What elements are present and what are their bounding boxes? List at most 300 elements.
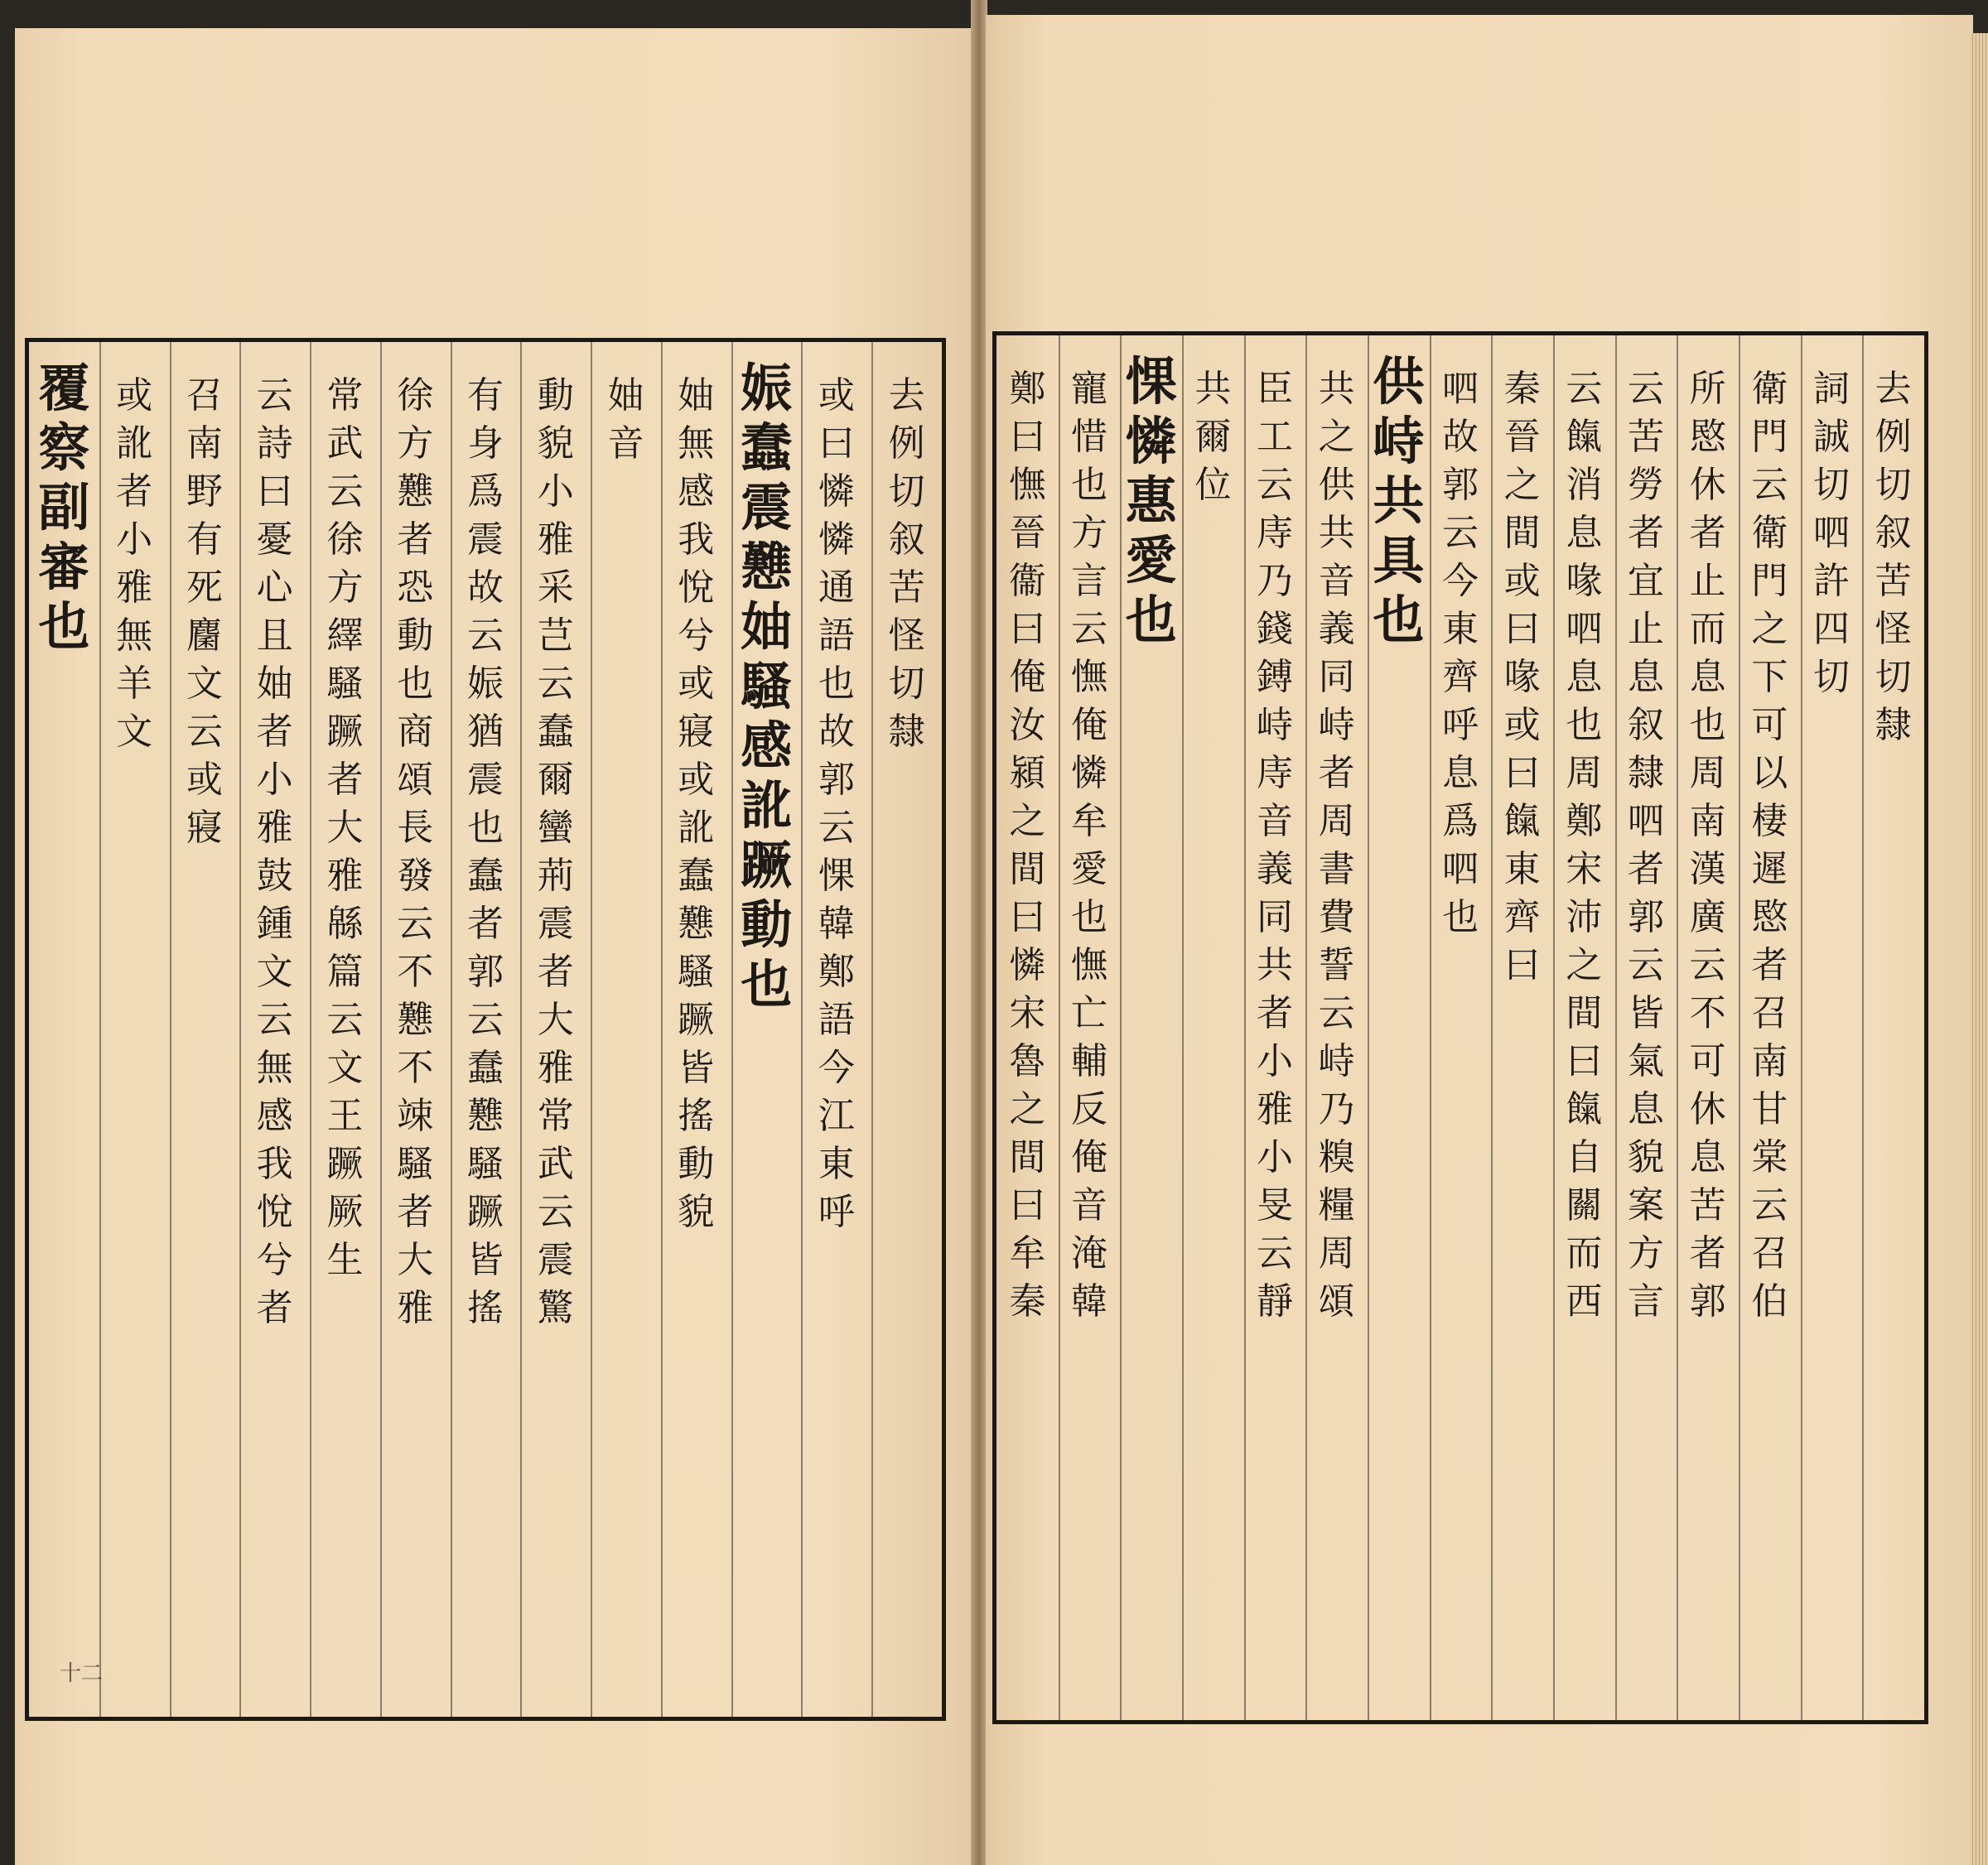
glyph: 氣 — [1627, 1040, 1664, 1082]
glyph: 我 — [678, 518, 715, 561]
left-page-column — [731, 342, 802, 1733]
glyph: 云 — [1318, 992, 1355, 1034]
glyph: 喙 — [1566, 560, 1603, 602]
glyph: 騷 — [397, 1143, 434, 1185]
glyph: 或 — [678, 759, 715, 801]
column-rule — [1368, 335, 1369, 1720]
glyph: 切 — [888, 470, 925, 513]
glyph: 動 — [741, 894, 793, 955]
glyph: 方 — [326, 566, 364, 609]
glyph: 曰 — [1009, 1184, 1046, 1226]
glyph: 者 — [1689, 1232, 1726, 1275]
glyph: 恐 — [397, 566, 434, 609]
glyph: 也 — [1070, 464, 1107, 506]
glyph: 惈 — [818, 855, 855, 897]
glyph: 云 — [537, 1191, 574, 1233]
glyph: 靜 — [1256, 1280, 1293, 1323]
glyph: 大 — [397, 1239, 434, 1281]
glyph: 故 — [818, 711, 855, 753]
glyph: 韓 — [818, 903, 855, 945]
glyph: 戁 — [397, 999, 434, 1041]
glyph: 者 — [326, 759, 364, 801]
glyph: 間 — [1009, 1136, 1046, 1178]
glyph: 騷 — [466, 1143, 504, 1185]
glyph: 衛 — [1751, 512, 1788, 554]
glyph: 云 — [1256, 464, 1293, 506]
glyph: 也 — [1373, 590, 1425, 650]
glyph: 頌 — [397, 759, 434, 801]
glyph: 魯 — [1009, 1040, 1046, 1082]
glyph: 自 — [1566, 1136, 1603, 1178]
glyph: 例 — [1875, 416, 1912, 458]
glyph: 蹶 — [466, 1191, 504, 1233]
glyph: 音 — [1256, 800, 1293, 842]
glyph: 餼 — [1566, 1088, 1603, 1130]
glyph: 潁 — [1009, 752, 1046, 794]
glyph: 徐 — [326, 518, 364, 561]
glyph: 切 — [888, 663, 925, 705]
column-rule — [1862, 335, 1864, 1720]
glyph: 兮 — [678, 614, 715, 657]
glyph: 云 — [537, 663, 574, 705]
right-page-column — [1368, 335, 1430, 1737]
glyph: 云 — [1751, 464, 1788, 506]
glyph: 者 — [1751, 944, 1788, 986]
right-page-column — [1430, 335, 1492, 1750]
glyph: 沛 — [1566, 896, 1603, 938]
glyph: 副 — [38, 477, 90, 537]
glyph: 戁 — [466, 1095, 504, 1137]
glyph: 之 — [1566, 944, 1603, 986]
glyph: 愛 — [1125, 530, 1177, 590]
glyph: 之 — [1009, 1088, 1046, 1130]
left-text-frame — [25, 338, 946, 1721]
glyph: 不 — [397, 1047, 434, 1089]
right-page-column — [1305, 335, 1368, 1750]
glyph: 庤 — [1256, 752, 1293, 794]
glyph: 憮 — [1070, 944, 1107, 986]
glyph: 甘 — [1751, 1088, 1788, 1130]
right-page-column — [1182, 335, 1244, 1750]
glyph: 叙 — [1875, 512, 1912, 554]
glyph: 息 — [1566, 656, 1603, 698]
glyph: 無 — [256, 1047, 293, 1089]
glyph: 戁 — [741, 537, 793, 597]
glyph: 騷 — [678, 951, 715, 993]
glyph: 怪 — [1875, 608, 1912, 650]
glyph: 門 — [1751, 560, 1788, 602]
glyph: 蠻 — [537, 807, 574, 849]
glyph: 宋 — [1566, 848, 1603, 890]
glyph: 南 — [186, 422, 223, 465]
glyph: 悅 — [678, 566, 715, 609]
left-page-column — [451, 342, 521, 1747]
glyph: 蠢 — [466, 1047, 504, 1089]
column-rule — [1182, 335, 1184, 1720]
glyph: 也 — [741, 954, 793, 1014]
glyph: 者 — [466, 903, 504, 945]
glyph: 云 — [326, 470, 364, 513]
glyph: 隸 — [888, 711, 925, 753]
glyph: 召 — [1751, 1232, 1788, 1275]
glyph: 者 — [397, 1191, 434, 1233]
glyph: 息 — [1566, 512, 1603, 554]
glyph: 貌 — [678, 1191, 715, 1233]
glyph: 爲 — [466, 470, 504, 513]
glyph: 共 — [1318, 368, 1355, 410]
glyph: 妯 — [678, 374, 715, 417]
glyph: 蠢 — [741, 417, 793, 478]
glyph: 呬 — [1812, 512, 1850, 554]
glyph: 韓 — [1070, 1280, 1107, 1323]
glyph: 惜 — [1070, 416, 1107, 458]
glyph: 呬 — [1441, 848, 1479, 890]
glyph: 也 — [1441, 896, 1479, 938]
column-rule — [1739, 335, 1740, 1720]
glyph: 曰 — [1009, 416, 1046, 458]
glyph: 同 — [1318, 656, 1355, 698]
glyph: 喙 — [1503, 656, 1541, 698]
glyph: 之 — [1009, 800, 1046, 842]
right-page-column — [1059, 335, 1121, 1750]
glyph: 覆 — [38, 358, 90, 418]
glyph: 妯 — [607, 374, 644, 417]
column-rule — [1677, 335, 1678, 1720]
left-page-column — [29, 342, 99, 1733]
glyph: 爲 — [1441, 800, 1479, 842]
glyph: 俺 — [1070, 704, 1107, 746]
glyph: 文 — [116, 711, 153, 753]
glyph: 東 — [1441, 608, 1479, 650]
glyph: 也 — [466, 807, 504, 849]
right-page-column — [1120, 335, 1182, 1737]
glyph: 憐 — [1070, 752, 1107, 794]
glyph: 共 — [1373, 470, 1425, 531]
glyph: 周 — [1318, 1232, 1355, 1275]
glyph: 或 — [1503, 704, 1541, 746]
glyph: 曰 — [1503, 608, 1541, 650]
glyph: 呼 — [1441, 704, 1479, 746]
glyph: 而 — [1566, 1232, 1603, 1275]
column-rule — [1120, 335, 1122, 1720]
glyph: 羊 — [116, 663, 153, 705]
glyph: 宋 — [1009, 992, 1046, 1034]
glyph: 息 — [1627, 656, 1664, 698]
column-rule — [801, 342, 803, 1717]
glyph: 王 — [326, 1095, 364, 1137]
glyph: 也 — [1689, 704, 1726, 746]
glyph: 娠 — [466, 663, 504, 705]
glyph: 惈 — [1125, 351, 1177, 412]
left-page-column — [380, 342, 451, 1747]
glyph: 苦 — [1875, 560, 1912, 602]
right-page-column — [1862, 335, 1924, 1750]
glyph: 苦 — [888, 566, 925, 609]
glyph: 云 — [1689, 944, 1726, 986]
glyph: 訛 — [678, 807, 715, 849]
glyph: 云 — [256, 999, 293, 1041]
glyph: 爾 — [1194, 416, 1232, 458]
column-rule — [1615, 335, 1617, 1720]
glyph: 齊 — [1503, 896, 1541, 938]
glyph: 云 — [1566, 368, 1603, 410]
glyph: 妯 — [256, 663, 293, 705]
glyph: 雅 — [326, 855, 364, 897]
left-page-column — [99, 342, 170, 1747]
glyph: 兮 — [256, 1239, 293, 1281]
glyph: 蠢 — [537, 711, 574, 753]
glyph: 搖 — [678, 1095, 715, 1137]
glyph: 衛 — [1751, 368, 1788, 410]
glyph: 或 — [186, 759, 223, 801]
glyph: 也 — [38, 596, 90, 657]
glyph: 且 — [256, 614, 293, 657]
glyph: 野 — [186, 470, 223, 513]
glyph: 息 — [1689, 656, 1726, 698]
glyph: 蹶 — [741, 835, 793, 895]
glyph: 故 — [1441, 416, 1479, 458]
glyph: 通 — [818, 566, 855, 609]
glyph: 者 — [1689, 512, 1726, 554]
glyph: 感 — [678, 470, 715, 513]
glyph: 鎛 — [1256, 656, 1293, 698]
glyph: 以 — [1751, 752, 1788, 794]
glyph: 大 — [537, 999, 574, 1041]
glyph: 位 — [1194, 464, 1232, 506]
glyph: 言 — [1627, 1280, 1664, 1323]
glyph: 叙 — [888, 518, 925, 561]
glyph: 周 — [1689, 752, 1726, 794]
right-page-column — [1553, 335, 1615, 1750]
glyph: 西 — [1566, 1280, 1603, 1323]
glyph: 云 — [1627, 368, 1664, 410]
glyph: 不 — [1689, 992, 1726, 1034]
glyph: 蠢 — [678, 855, 715, 897]
glyph: 文 — [186, 663, 223, 705]
glyph: 緜 — [326, 903, 364, 945]
glyph: 牟 — [1009, 1232, 1046, 1275]
glyph: 臣 — [1256, 368, 1293, 410]
glyph: 宜 — [1627, 560, 1664, 602]
glyph: 晉 — [1009, 512, 1046, 554]
glyph: 峙 — [1256, 704, 1293, 746]
glyph: 或 — [1503, 560, 1541, 602]
glyph: 曰 — [818, 422, 855, 465]
glyph: 竦 — [397, 1095, 434, 1137]
glyph: 鄭 — [1009, 368, 1046, 410]
glyph: 秦 — [1009, 1280, 1046, 1323]
glyph: 旻 — [1256, 1184, 1293, 1226]
glyph: 衞 — [1009, 560, 1046, 602]
glyph: 云 — [1256, 1232, 1293, 1275]
column-rule — [1059, 335, 1060, 1720]
glyph: 之 — [1751, 608, 1788, 650]
glyph: 語 — [818, 614, 855, 657]
glyph: 例 — [888, 422, 925, 465]
glyph: 鄭 — [1566, 800, 1603, 842]
glyph: 四 — [1812, 608, 1850, 650]
glyph: 汝 — [1009, 704, 1046, 746]
glyph: 云 — [1751, 1184, 1788, 1226]
glyph: 曰 — [256, 470, 293, 513]
glyph: 憂 — [256, 518, 293, 561]
column-rule — [731, 342, 733, 1717]
left-page-column — [520, 342, 591, 1747]
glyph: 去 — [888, 374, 925, 417]
glyph: 貌 — [537, 422, 574, 465]
glyph: 有 — [466, 374, 504, 417]
glyph: 者 — [1627, 848, 1664, 890]
glyph: 齊 — [1441, 656, 1479, 698]
glyph: 小 — [1256, 1136, 1293, 1178]
glyph: 召 — [1751, 992, 1788, 1034]
glyph: 鄭 — [818, 951, 855, 993]
glyph: 方 — [1627, 1232, 1664, 1275]
glyph: 發 — [397, 855, 434, 897]
glyph: 者 — [1256, 992, 1293, 1034]
glyph: 也 — [818, 663, 855, 705]
glyph: 震 — [466, 518, 504, 561]
glyph: 亡 — [1070, 992, 1107, 1034]
glyph: 誓 — [1318, 944, 1355, 986]
glyph: 間 — [1009, 848, 1046, 890]
column-rule — [1244, 335, 1246, 1720]
glyph: 憐 — [1009, 944, 1046, 986]
glyph: 貌 — [1627, 1136, 1664, 1178]
glyph: 案 — [1627, 1184, 1664, 1226]
glyph: 詩 — [256, 422, 293, 465]
glyph: 憮 — [1009, 464, 1046, 506]
glyph: 下 — [1751, 656, 1788, 698]
glyph: 反 — [1070, 1088, 1107, 1130]
glyph: 蹶 — [326, 1143, 364, 1185]
left-page-column — [801, 342, 871, 1747]
glyph: 峙 — [1373, 411, 1425, 471]
glyph: 徐 — [397, 374, 434, 417]
glyph: 云 — [818, 807, 855, 849]
glyph: 惠 — [1125, 470, 1177, 531]
column-rule — [1801, 335, 1802, 1720]
column-rule — [591, 342, 592, 1717]
right-text-frame — [992, 331, 1928, 1724]
glyph: 長 — [397, 807, 434, 849]
glyph: 郭 — [1441, 464, 1479, 506]
glyph: 荊 — [537, 855, 574, 897]
glyph: 棠 — [1751, 1136, 1788, 1178]
glyph: 工 — [1256, 416, 1293, 458]
glyph: 棲 — [1751, 800, 1788, 842]
glyph: 雅 — [537, 518, 574, 561]
glyph: 伯 — [1751, 1280, 1788, 1323]
glyph: 震 — [466, 759, 504, 801]
column-rule — [239, 342, 241, 1717]
glyph: 訛 — [116, 422, 153, 465]
glyph: 也 — [1566, 704, 1603, 746]
column-rule — [520, 342, 522, 1717]
glyph: 愍 — [1689, 416, 1726, 458]
glyph: 雅 — [397, 1287, 434, 1329]
glyph: 呬 — [1627, 800, 1664, 842]
glyph: 義 — [1318, 608, 1355, 650]
left-page-column — [170, 342, 240, 1747]
glyph: 今 — [818, 1047, 855, 1089]
glyph: 文 — [326, 1047, 364, 1089]
glyph: 震 — [537, 903, 574, 945]
glyph: 娠 — [741, 358, 793, 418]
glyph: 苦 — [1689, 1184, 1726, 1226]
glyph: 憐 — [818, 518, 855, 561]
glyph: 郭 — [1689, 1280, 1726, 1323]
glyph: 可 — [1751, 704, 1788, 746]
glyph: 蠢 — [466, 855, 504, 897]
book-gutter — [971, 0, 987, 1865]
glyph: 費 — [1318, 896, 1355, 938]
glyph: 武 — [537, 1143, 574, 1185]
glyph: 鼓 — [256, 855, 293, 897]
glyph: 庤 — [1256, 512, 1293, 554]
glyph: 切 — [1812, 464, 1850, 506]
glyph: 許 — [1812, 560, 1850, 602]
glyph: 不 — [397, 951, 434, 993]
glyph: 秦 — [1503, 368, 1541, 410]
right-page-column — [996, 335, 1059, 1750]
glyph: 書 — [1318, 848, 1355, 890]
column-rule — [451, 342, 452, 1717]
glyph: 糗 — [1318, 1136, 1355, 1178]
glyph: 言 — [1070, 560, 1107, 602]
glyph: 糧 — [1318, 1184, 1355, 1226]
glyph: 者 — [116, 470, 153, 513]
glyph: 皆 — [466, 1239, 504, 1281]
glyph: 音 — [607, 422, 644, 465]
glyph: 牟 — [1070, 800, 1107, 842]
column-rule — [310, 342, 311, 1717]
glyph: 峙 — [1318, 1040, 1355, 1082]
glyph: 有 — [186, 518, 223, 561]
glyph: 郭 — [466, 951, 504, 993]
glyph: 東 — [1503, 848, 1541, 890]
glyph: 切 — [1875, 464, 1912, 506]
glyph: 音 — [1070, 1184, 1107, 1226]
column-rule — [661, 342, 663, 1717]
glyph: 共 — [1256, 944, 1293, 986]
glyph: 呬 — [1566, 608, 1603, 650]
glyph: 或 — [116, 374, 153, 417]
right-page-column — [1615, 335, 1677, 1750]
glyph: 切 — [1875, 656, 1912, 698]
glyph: 者 — [1627, 512, 1664, 554]
glyph: 雅 — [537, 1047, 574, 1089]
glyph: 息 — [1627, 1088, 1664, 1130]
glyph: 震 — [741, 477, 793, 537]
glyph: 騷 — [326, 663, 364, 705]
glyph: 云 — [256, 374, 293, 417]
glyph: 郭 — [818, 759, 855, 801]
glyph: 妯 — [741, 596, 793, 657]
glyph: 遲 — [1751, 848, 1788, 890]
glyph: 語 — [818, 999, 855, 1041]
glyph: 或 — [818, 374, 855, 417]
glyph: 餼 — [1503, 800, 1541, 842]
glyph: 故 — [466, 566, 504, 609]
glyph: 大 — [326, 807, 364, 849]
glyph: 晉 — [1503, 416, 1541, 458]
column-rule — [1305, 335, 1307, 1720]
glyph: 震 — [537, 1239, 574, 1281]
glyph: 商 — [397, 711, 434, 753]
glyph: 召 — [186, 374, 223, 417]
glyph: 之 — [1318, 416, 1355, 458]
